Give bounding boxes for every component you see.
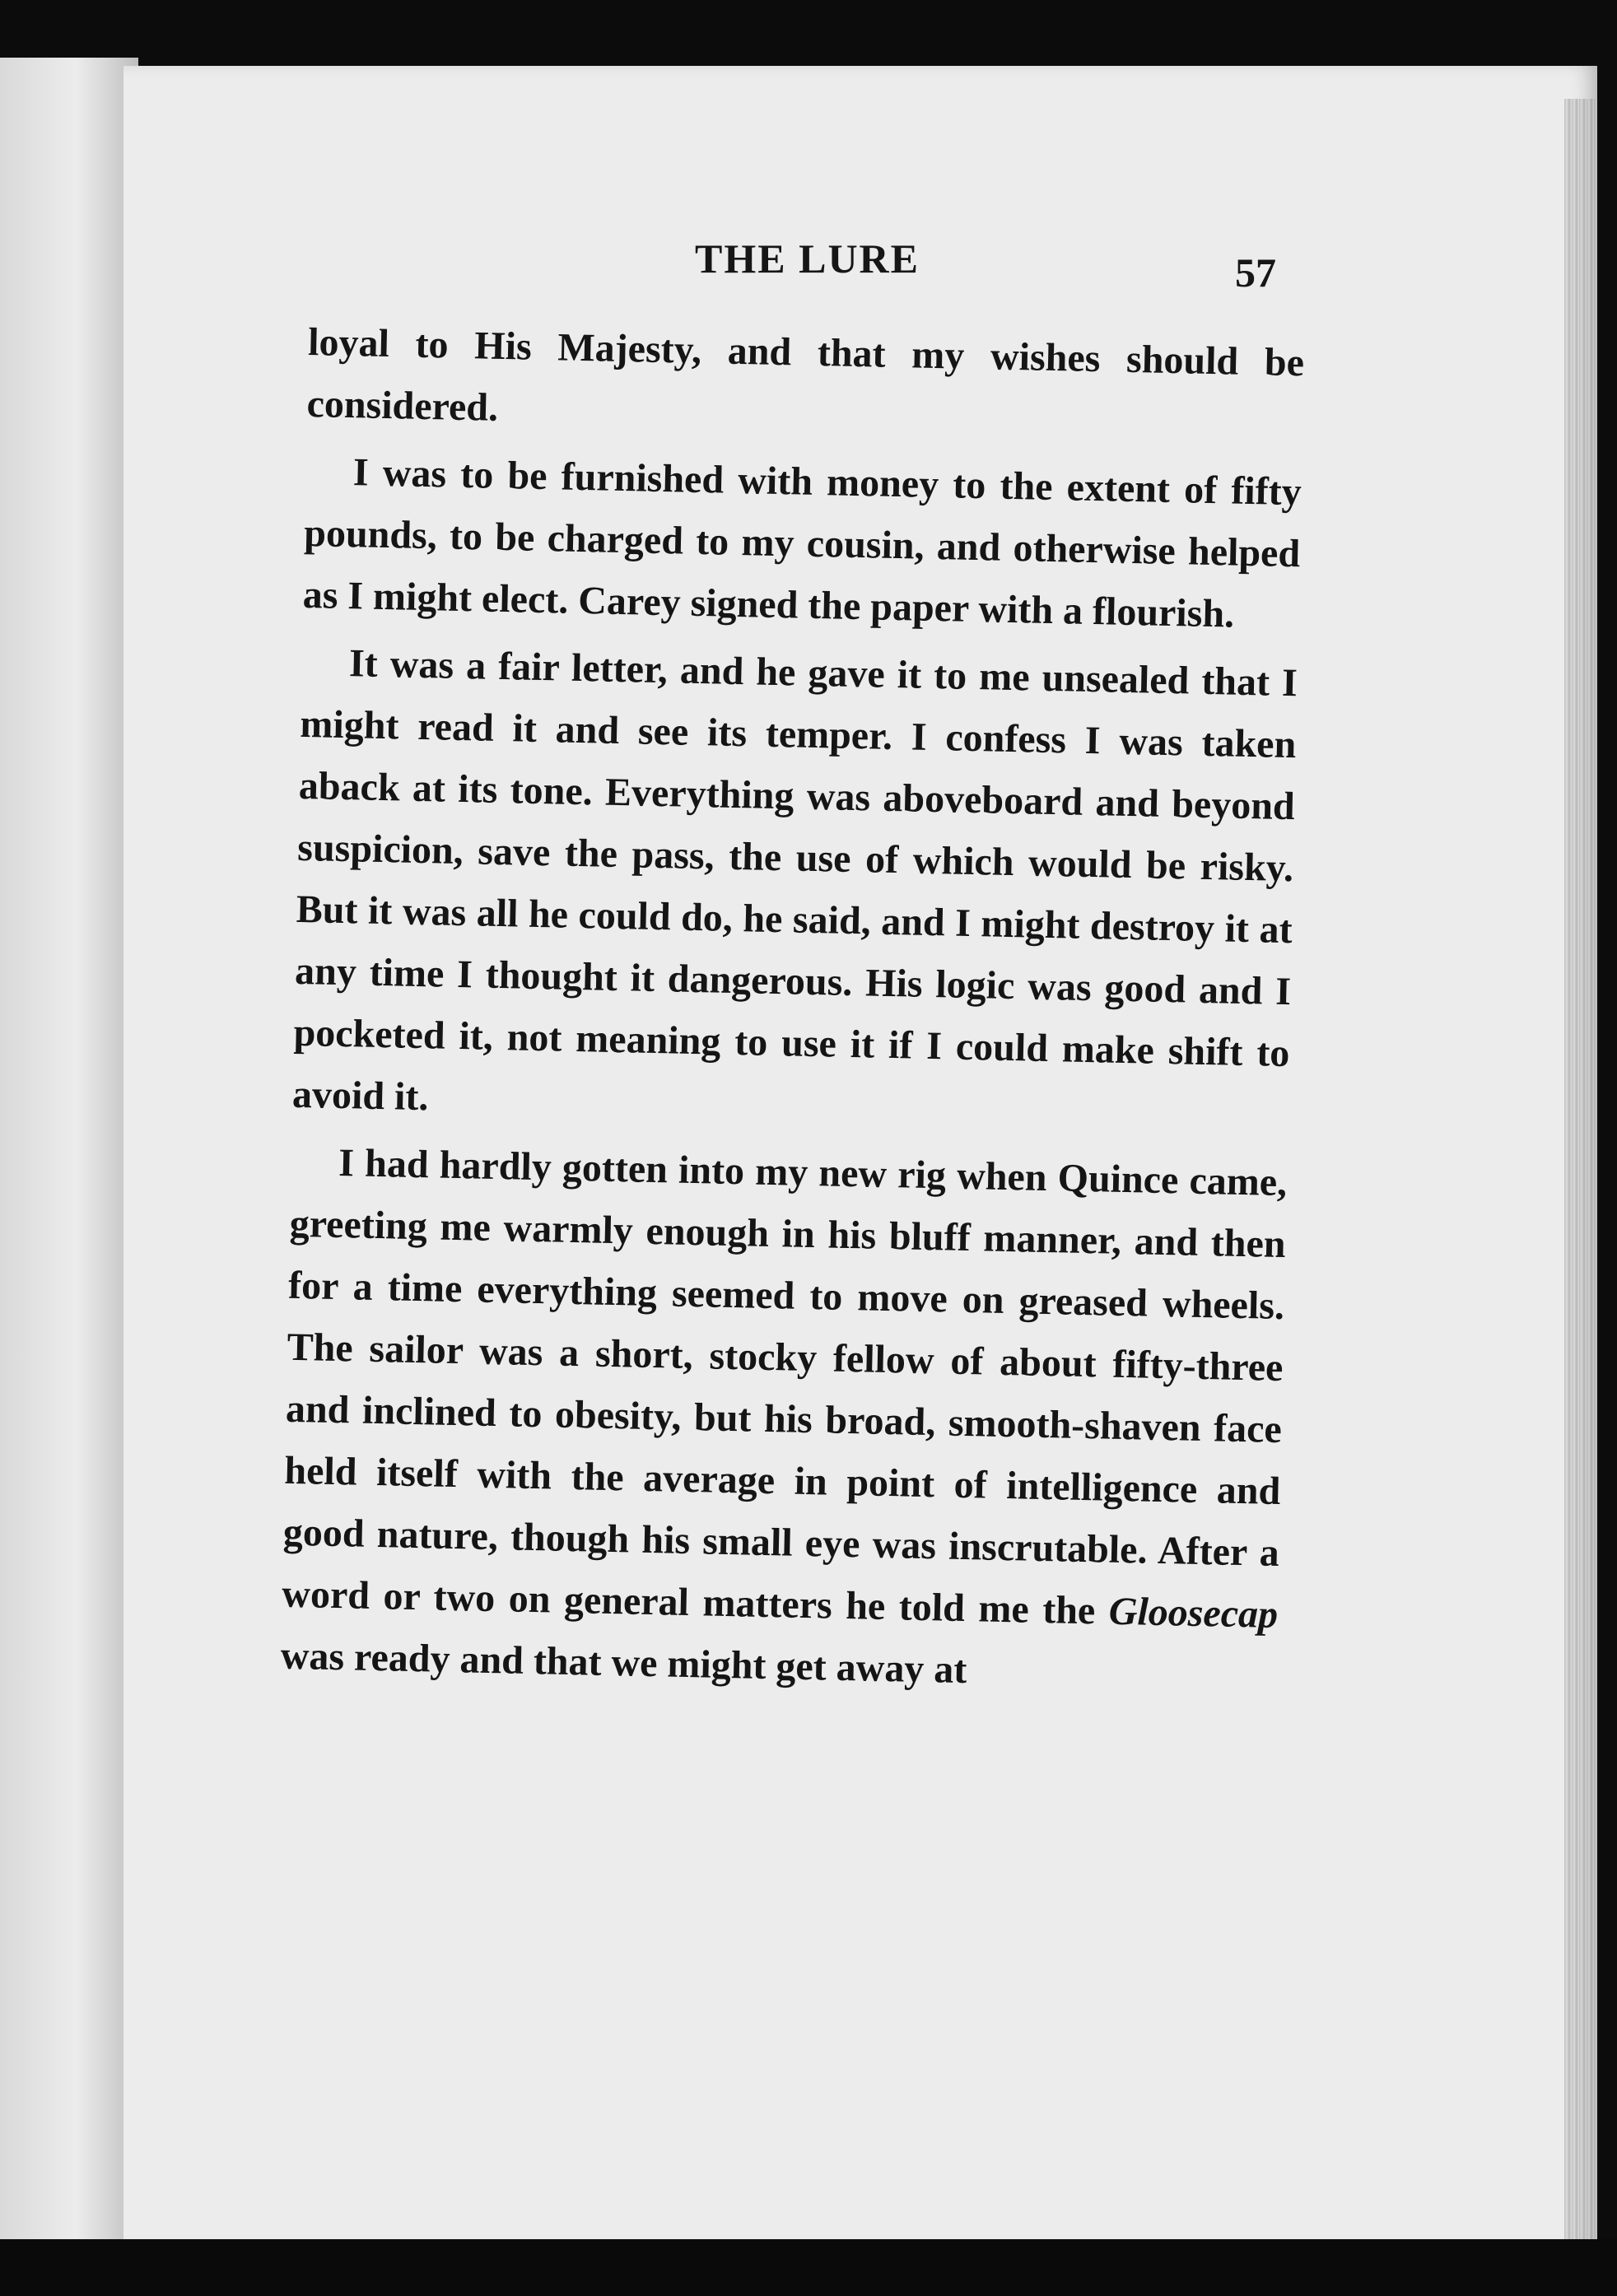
page-number: 57 xyxy=(1235,249,1276,296)
paragraph-text: was ready and that we might get away at xyxy=(280,1633,967,1693)
running-head: THE LURE xyxy=(695,235,920,282)
paragraph-text: I had hardly gotten into my new rig when Quince came, greeting me warmly enough in his bluff manner, and then for a time everything seemed to move on greased wheels. The sailor was a short, stocky fellow of about fifty-three and inclined to obesity, but his broad, smooth-shaven face held itself with the average in point of intelligence and good nature, though his small eye was inscrutable. After a word or two on general matters he told me the xyxy=(281,1140,1288,1633)
page-stack-edge xyxy=(1564,99,1597,2239)
paragraph-continued: loyal to His Majesty, and that my wishes should be considered. xyxy=(306,319,1305,430)
bottom-scan-shadow xyxy=(0,2239,1617,2296)
paragraph xyxy=(280,1131,1288,1707)
paragraph: It was a fair letter, and he gave it to me unsealed that I might read it and see its temper. I confess I was taken aback at its tone. Everything was aboveboard and beyond suspicion, save the pass, the use of which would be risky. But it was all he could do, he said, and I might destroy it at any time I thought it dangerous. His logic was good and I pocketed it, not meaning to use it if I could make shift to avoid it. xyxy=(291,641,1298,1120)
body-text xyxy=(280,311,1305,1707)
left-page-edge xyxy=(0,58,138,2239)
paragraph: I was to be furnished with money to the extent of fifty pounds, to be charged to my cousin, and otherwise helped as I might elect. Carey signed the paper with a flourish. xyxy=(302,450,1302,636)
ship-name-italic: Gloosecap xyxy=(1108,1589,1279,1637)
